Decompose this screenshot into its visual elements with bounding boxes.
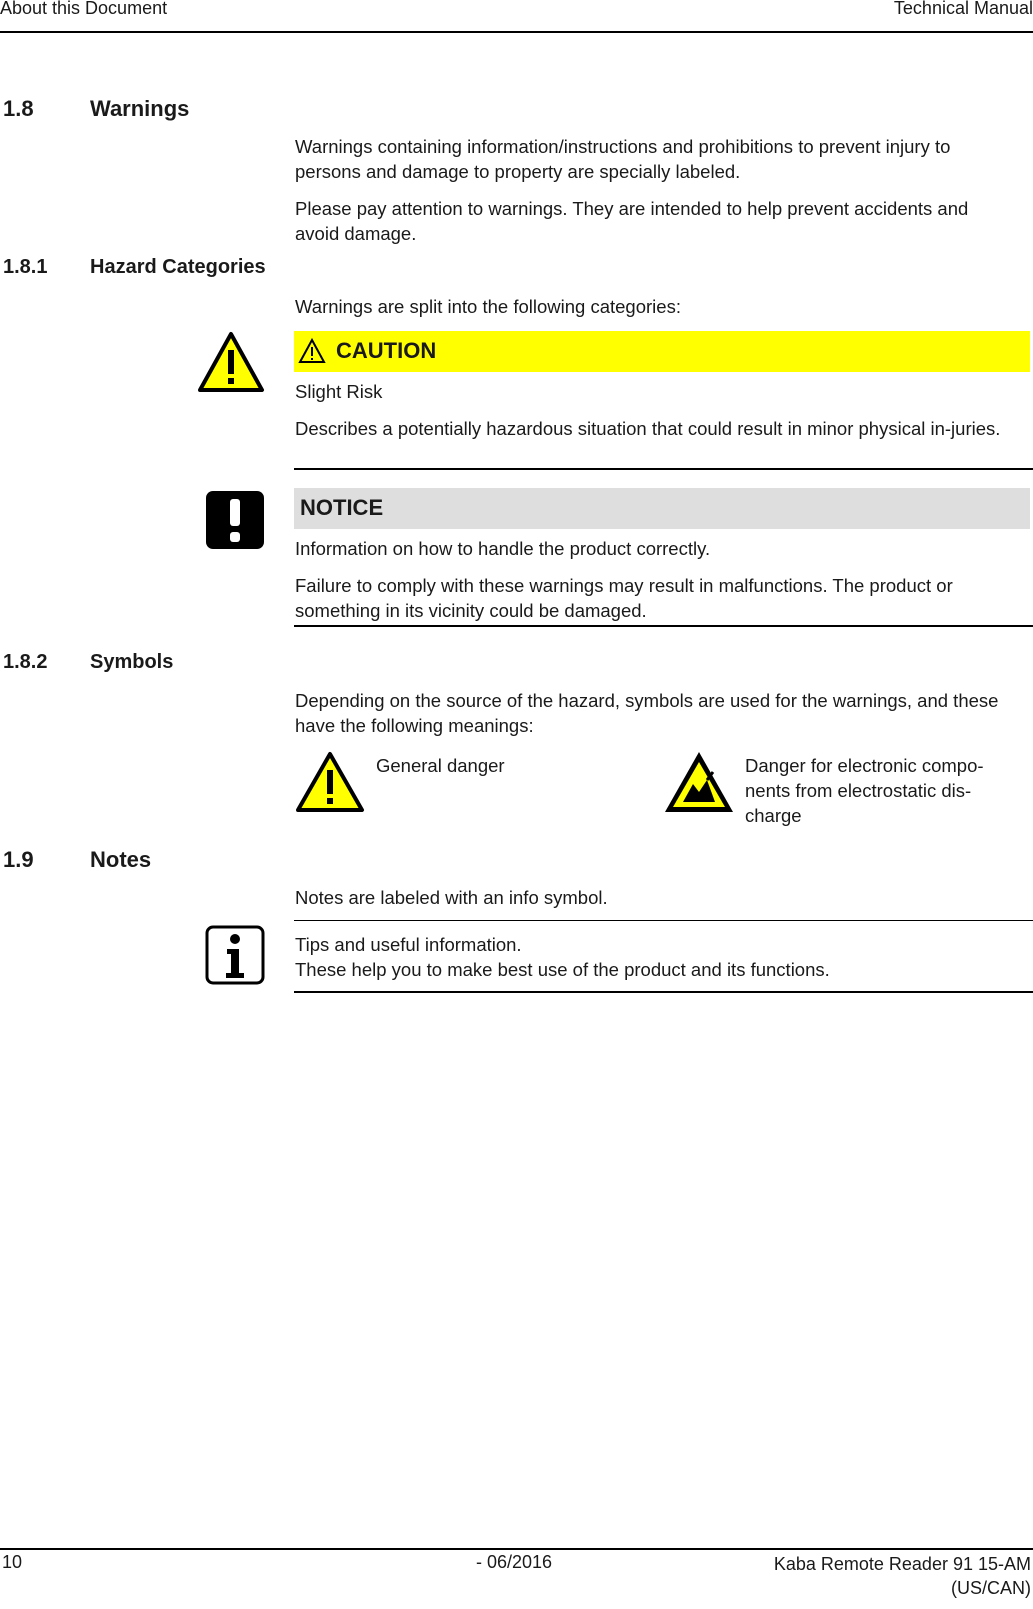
esd-warning-icon [663, 750, 735, 814]
section-number: 1.8.1 [3, 256, 48, 278]
caution-text: Describes a potentially hazardous situation that could result in minor physical in-juries. [295, 418, 1001, 439]
footer-date: - 06/2016 [476, 1552, 553, 1572]
notice-banner [294, 488, 1030, 529]
paragraph: Please pay attention to warnings. They are intended to help prevent accidents and avoid damage. [295, 198, 969, 244]
tip-line1: Tips and useful information. [295, 934, 522, 955]
warning-triangle-icon [196, 330, 266, 394]
paragraph: Warnings are split into the following categories: [295, 296, 681, 317]
divider [294, 991, 1033, 993]
footer-product: Kaba Remote Reader 91 15-AM (US/CAN) [773, 1554, 1031, 1598]
section-number: 1.9 [3, 847, 34, 872]
general-danger-label: General danger [376, 755, 505, 776]
section-title: Warnings [90, 96, 190, 121]
paragraph: Depending on the source of the hazard, symbols are used for the warnings, and these have the following meanings: [295, 690, 999, 736]
info-icon [205, 925, 265, 985]
caution-label: CAUTION [336, 338, 437, 363]
tip-line2: These help you to make best use of the product and its functions. [295, 959, 830, 980]
warning-triangle-small-icon [298, 338, 326, 364]
header-right: Technical Manual [893, 0, 1033, 18]
notice-line1: Information on how to handle the product correctly. [295, 538, 711, 559]
section-number: 1.8.2 [3, 651, 48, 673]
divider [294, 468, 1033, 470]
paragraph: Notes are labeled with an info symbol. [295, 887, 608, 908]
caution-subtitle: Slight Risk [295, 381, 383, 402]
section-number: 1.8 [3, 96, 34, 121]
notice-label: NOTICE [300, 495, 384, 520]
header-rule [0, 31, 1033, 33]
caution-banner [294, 331, 1030, 372]
general-danger-icon [294, 750, 366, 814]
section-title: Symbols [90, 651, 174, 673]
footer-page-number: 10 [2, 1552, 23, 1572]
notice-line2: Failure to comply with these warnings may result in malfunctions. The product or something in its vicinity could be damaged. [295, 575, 953, 621]
esd-danger-label: Danger for electronic compo-nents from electrostatic dis-charge [745, 755, 984, 826]
paragraph: Warnings containing information/instructions and prohibitions to prevent injury to persons and damage to property are specially labeled. [295, 136, 951, 182]
section-title: Hazard Categories [90, 256, 266, 278]
divider [294, 625, 1033, 627]
section-title: Notes [90, 847, 152, 872]
divider [294, 920, 1033, 921]
footer-rule [0, 1548, 1033, 1550]
notice-exclamation-icon [205, 490, 265, 550]
header-left: About this Document [0, 0, 168, 18]
